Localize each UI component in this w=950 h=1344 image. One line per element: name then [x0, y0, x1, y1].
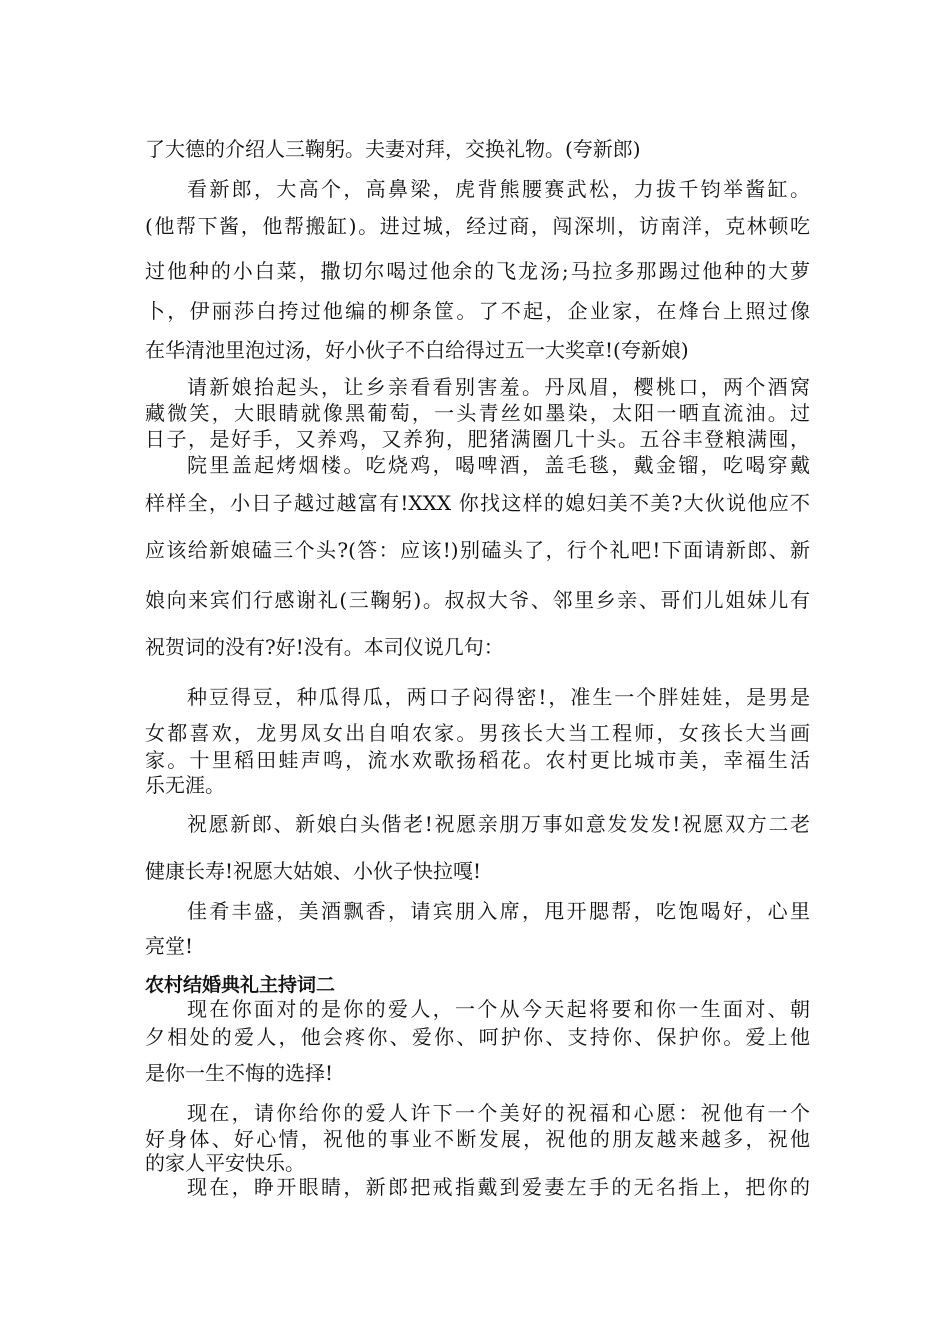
- paragraph-first-line: 请新娘抬起头，让乡亲看看别害羞。丹凤眉，樱桃口，两个酒窝: [187, 375, 810, 399]
- text-line: 健康长寿!祝愿大姑娘、小伙子快拉嘎!: [145, 859, 482, 883]
- text-line: 是你一生不悔的选择!: [145, 1061, 334, 1085]
- text-line: 亮堂!: [145, 934, 194, 958]
- text-line: (他帮下酱，他帮搬缸)。进过城，经过商，闯深圳，访南洋，克林顿吃: [145, 214, 810, 238]
- text-line: 夕相处的爱人，他会疼你、爱你、呵护你、支持你、保护你。爱上他: [145, 1025, 810, 1049]
- text-line: 家。十里稻田蛙声鸣，流水欢歌扬稻花。农村更比城市美，幸福生活: [145, 748, 810, 772]
- paragraph-first-line: 看新郎，大高个，高鼻梁，虎背熊腰赛武松，力拔千钧举酱缸。: [187, 177, 810, 201]
- text-line: 好身体、好心情，祝他的事业不断发展，祝他的朋友越来越多，祝他: [145, 1127, 810, 1151]
- paragraph-first-line: 现在，请你给你的爱人许下一个美好的祝福和心愿：祝他有一个: [187, 1101, 810, 1125]
- text-line: 在华清池里泡过汤，好小伙子不白给得过五一大奖章!(夸新娘): [145, 338, 689, 362]
- paragraph-first-line: 祝愿新郎、新娘白头偕老!祝愿亲朋万事如意发发发!祝愿双方二老: [187, 812, 810, 836]
- text-line: 的家人平安快乐。: [145, 1151, 305, 1175]
- text-line: 院里盖起烤烟楼。吃烧鸡，喝啤酒，盖毛毯，戴金镏，吃喝穿戴: [187, 453, 810, 477]
- text-line: 祝贺词的没有?好!没有。本司仪说几句：: [145, 635, 504, 659]
- text-line: 女都喜欢，龙男凤女出自咱农家。男孩长大当工程师，女孩长大当画: [145, 721, 810, 745]
- text-line: 日子，是好手，又养鸡，又养狗，肥猪满圈几十头。五谷丰登粮满囤，: [145, 427, 810, 451]
- text-line: 乐无涯。: [145, 773, 225, 797]
- text-line: 卜，伊丽莎白挎过他编的柳条筐。了不起，企业家，在烽台上照过像: [145, 299, 810, 323]
- text-line: 了大德的介绍人三鞠躬。夫妻对拜，交换礼物。(夸新郎): [145, 137, 641, 161]
- paragraph-first-line: 现在，睁开眼睛，新郎把戒指戴到爱妻左手的无名指上，把你的: [187, 1175, 810, 1199]
- paragraph-first-line: 佳肴丰盛，美酒飘香，请宾朋入席，甩开腮帮，吃饱喝好，心里: [187, 899, 810, 923]
- text-line: 应该给新娘磕三个头?(答：应该!)别磕头了，行个礼吧!下面请新郎、新: [145, 538, 810, 562]
- text-line: 过他种的小白菜，撒切尔喝过他余的飞龙汤;马拉多那踢过他种的大萝: [145, 259, 810, 283]
- section-heading: 农村结婚典礼主持词二: [145, 974, 336, 996]
- paragraph-first-line: 现在你面对的是你的爱人，一个从今天起将要和你一生面对、朝: [187, 997, 810, 1021]
- text-line: 样样全，小日子越过越富有!XXX 你找这样的媳妇美不美?大伙说他应不: [145, 491, 810, 515]
- paragraph-first-line: 种豆得豆，种瓜得瓜，两口子闷得密!，准生一个胖娃娃，是男是: [187, 685, 810, 709]
- text-line: 藏微笑，大眼睛就像黑葡萄，一头青丝如墨染，太阳一晒直流油。过: [145, 401, 810, 425]
- text-line: 娘向来宾们行感谢礼(三鞠躬)。叔叔大爷、邻里乡亲、哥们儿姐妹儿有: [145, 588, 810, 612]
